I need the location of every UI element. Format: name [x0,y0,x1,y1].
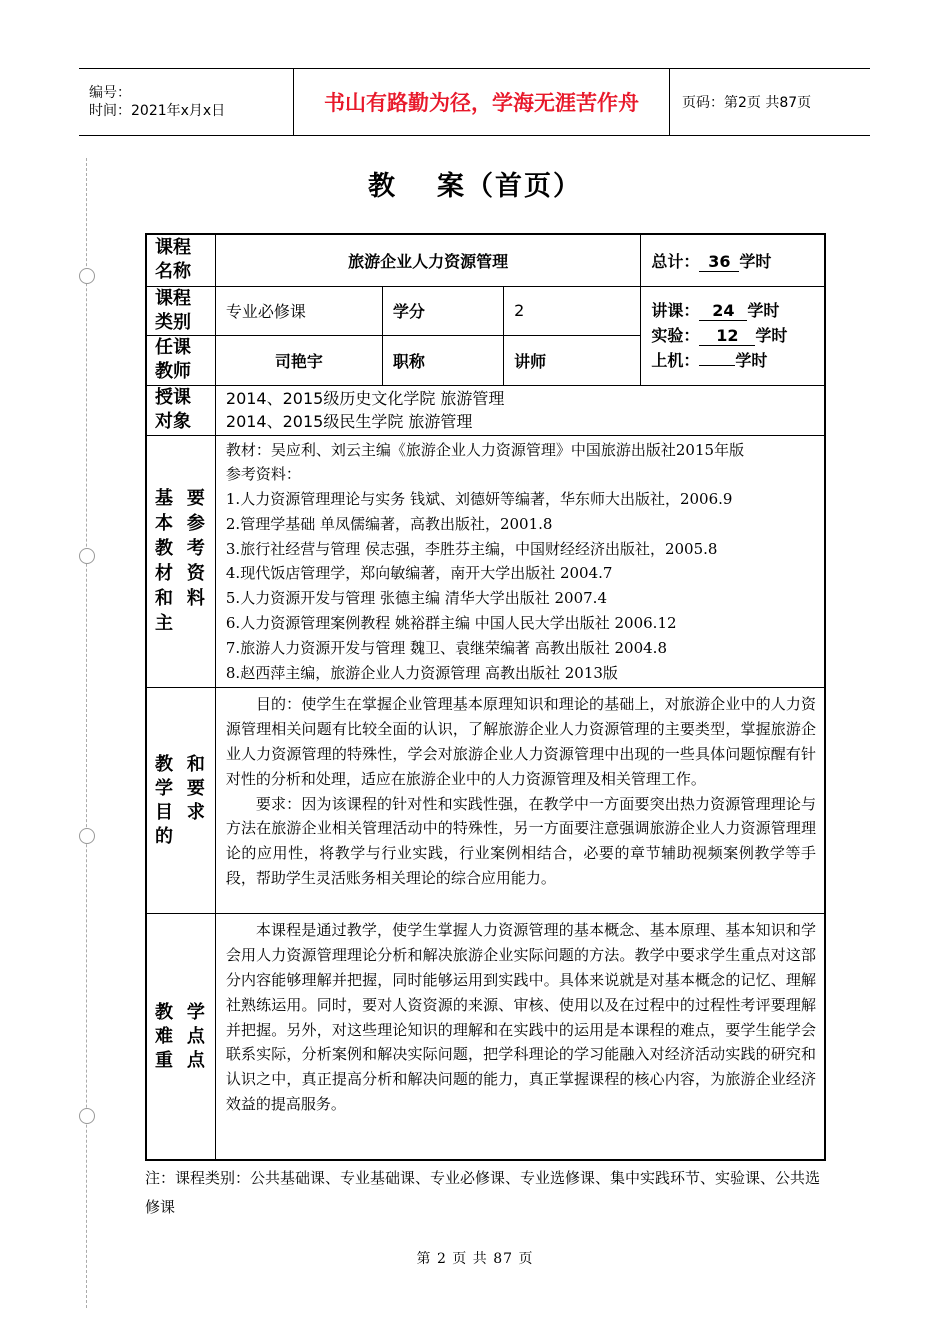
credit-value: 2 [504,286,641,335]
label-char: 基 [155,488,173,510]
hours-breakdown [641,286,825,385]
label-char: 重 [155,1049,173,1071]
label-char: 和 [186,753,205,775]
label-char: 材 [155,563,173,585]
computer-hours-line [651,348,824,373]
material-line: 参考资料： [225,465,301,484]
material-line: 教材：吴应利、刘云主编《旅游企业人力资源管理》中国旅游出版社2015年版 [225,440,745,459]
lecture-prefix: 讲课： [651,301,700,320]
binding-hole [79,548,95,564]
title-label: 职称 [382,335,503,385]
date-line: 时间：2021年x月x日 [89,103,226,119]
label-char: 要 [186,777,205,799]
hours-unit: 学时 [747,301,780,320]
teacher-title: 讲师 [504,335,641,385]
binding-hole [79,1108,95,1124]
material-line: 4.现代饭店管理学，郑向敏编著，南开大学出版社 2004.7 [225,564,613,583]
page-header [79,68,870,136]
label-char: 目 [155,801,173,823]
difficulties-text [215,914,825,1160]
course-type-label [146,286,215,335]
course-name-value [215,234,640,286]
binding-hole [79,828,95,844]
label-char: 难 [155,1025,173,1047]
course-type-note: 注：课程类别：公共基础课、专业基础课、专业必修课、专业选修课、集中实践环节、实验课、公共选修课 [145,1169,821,1216]
binding-line [86,158,87,1308]
label-line: 任课 [155,337,191,358]
label-line: 课程 [155,287,191,309]
header-page-info: 页码：第2页 共87页 [682,95,812,111]
label-char: 教 [155,753,173,775]
label-char: 求 [186,801,205,823]
material-line: 2.管理学基础 单凤儒编著，高教出版社，2001.8 [225,514,553,533]
label-char: 点 [186,1049,205,1071]
material-line: 3.旅行社经营与管理 侯志强，李胜芬主编，中国财经经济出版社，2005.8 [225,539,718,558]
label-char: 考 [186,538,205,560]
teacher-label [146,335,215,385]
audience-value [215,385,825,435]
lecture-hours: 24 [699,302,747,321]
label-char: 参 [186,513,205,535]
lab-prefix: 实验： [651,326,700,345]
material-line: 8.赵西萍主编，旅游企业人力资源管理 高教出版社 2013版 [225,663,618,682]
label-char: 的 [155,825,173,847]
course-name: 旅游企业人力资源管理 [348,251,509,271]
material-line: 7.旅游人力资源开发与管理 魏卫、袁继荣编著 高教出版社 2004.8 [225,638,667,657]
total-prefix: 总计： [651,251,700,271]
header-motto: 书山有路勤为径，学海无涯苦作舟 [294,69,670,136]
material-line: 6.人力资源管理案例教程 姚裕群主编 中国人民大学出版社 2006.12 [225,614,677,633]
hours-unit: 学时 [739,251,772,271]
material-line: 1.人力资源管理理论与实务 钱斌、刘德妍等编著，华东师大出版社，2006.9 [225,490,733,509]
page-footer: 第 2 页 共 87 页 [416,1251,534,1267]
course-name-label [146,234,215,286]
title-part-2: 案（首页） [437,171,582,202]
purpose-paragraph: 目的：使学生在掌握企业管理基本原理知识和理论的基础上，对旅游企业中的人力资源管理相关问题有比较全面的认识，了解旅游企业人力资源管理的主要类型，掌握旅游企业人力资源管理的特殊性，学会对旅游企业人力资源管理中出现的一些具体问题惊醒有针对性的分析和处理，适应在旅游企业中的人力资源管理及相关管理工作。 [225,695,816,788]
goals-text [215,688,825,914]
computer-prefix: 上机： [651,351,700,370]
difficulties-paragraph: 本课程是通过教学，使学生掌握人力资源管理的基本概念、基本原理、基本知识和学会用人力资源管理理论分析和解决旅游企业实际问题的方法。教学中要求学生重点对这部分内容能够理解并把握，同时能够运用到实践中。具体来说就是对基本概念的记忆、理解社熟练运用。同时，要对人资资源的来源、审核、使用以及在过程中的过程性考评要理解并把握。另外，对这些理论知识的理解和在实践中的运用是本课程的难点，要学生能学会联系实际，分析案例和解决实际问题，把学科理论的学习能融入对经济活动实践的研究和认识之中，真正提高分析和解决问题的能力，真正掌握课程的核心内容，为旅游企业经济效益的提高服务。 [225,921,816,1114]
goals-label [146,688,215,914]
label-char: 和 [155,588,173,610]
label-line: 授课 [155,387,191,408]
hours-unit: 学时 [735,351,768,370]
materials-label [146,435,215,688]
label-line: 教师 [155,361,191,382]
label-char: 学 [186,1001,205,1023]
label-line: 对象 [155,411,191,432]
label-line: 课程 [155,237,191,259]
audience-line: 2014、2015级民生学院 旅游管理 [225,412,473,431]
label-line: 名称 [155,261,191,283]
lab-hours-line [651,323,824,348]
requirement-paragraph: 要求：因为该课程的针对性和实践性强，在教学中一方面要突出热力资源管理理论与方法在旅游企业相关管理活动中的特殊性，另一方面要注意强调旅游企业人力资源管理理论的应用性，将教学与行业实践，行业案例相结合，必要的章节辅助视频案例教学等手段，帮助学生灵活账务相关理论的综合应用能力。 [225,794,816,888]
label-char: 本 [155,513,173,535]
label-char: 料 [186,588,205,610]
title-part-1: 教 [368,171,397,202]
label-char: 教 [155,1001,173,1023]
label-char: 资 [186,563,205,585]
label-char: 主 [155,613,173,635]
difficulties-label [146,914,215,1160]
header-meta [79,69,294,136]
lab-hours: 12 [699,327,755,346]
page-title [0,164,950,203]
materials-list [215,435,825,688]
total-hours: 36 [699,253,739,272]
label-char: 教 [155,538,173,560]
audience-line: 2014、2015级历史文化学院 旅游管理 [225,389,505,408]
material-line: 5.人力资源开发与管理 张德主编 清华大学出版社 2007.4 [225,589,607,608]
lecture-hours-line [651,298,824,323]
hours-unit: 学时 [755,326,788,345]
number-label: 编号： [89,85,131,101]
label-char: 点 [186,1025,205,1047]
total-hours-cell [641,234,825,286]
audience-label [146,385,215,435]
teacher-name: 司艳宇 [215,335,382,385]
label-line: 类别 [155,311,191,333]
computer-hours [699,365,735,366]
lesson-plan-table [145,233,826,1161]
course-type-value: 专业必修课 [215,286,382,335]
label-char: 要 [186,488,205,510]
label-char: 学 [155,777,173,799]
binding-hole [79,268,95,284]
credit-label: 学分 [382,286,503,335]
